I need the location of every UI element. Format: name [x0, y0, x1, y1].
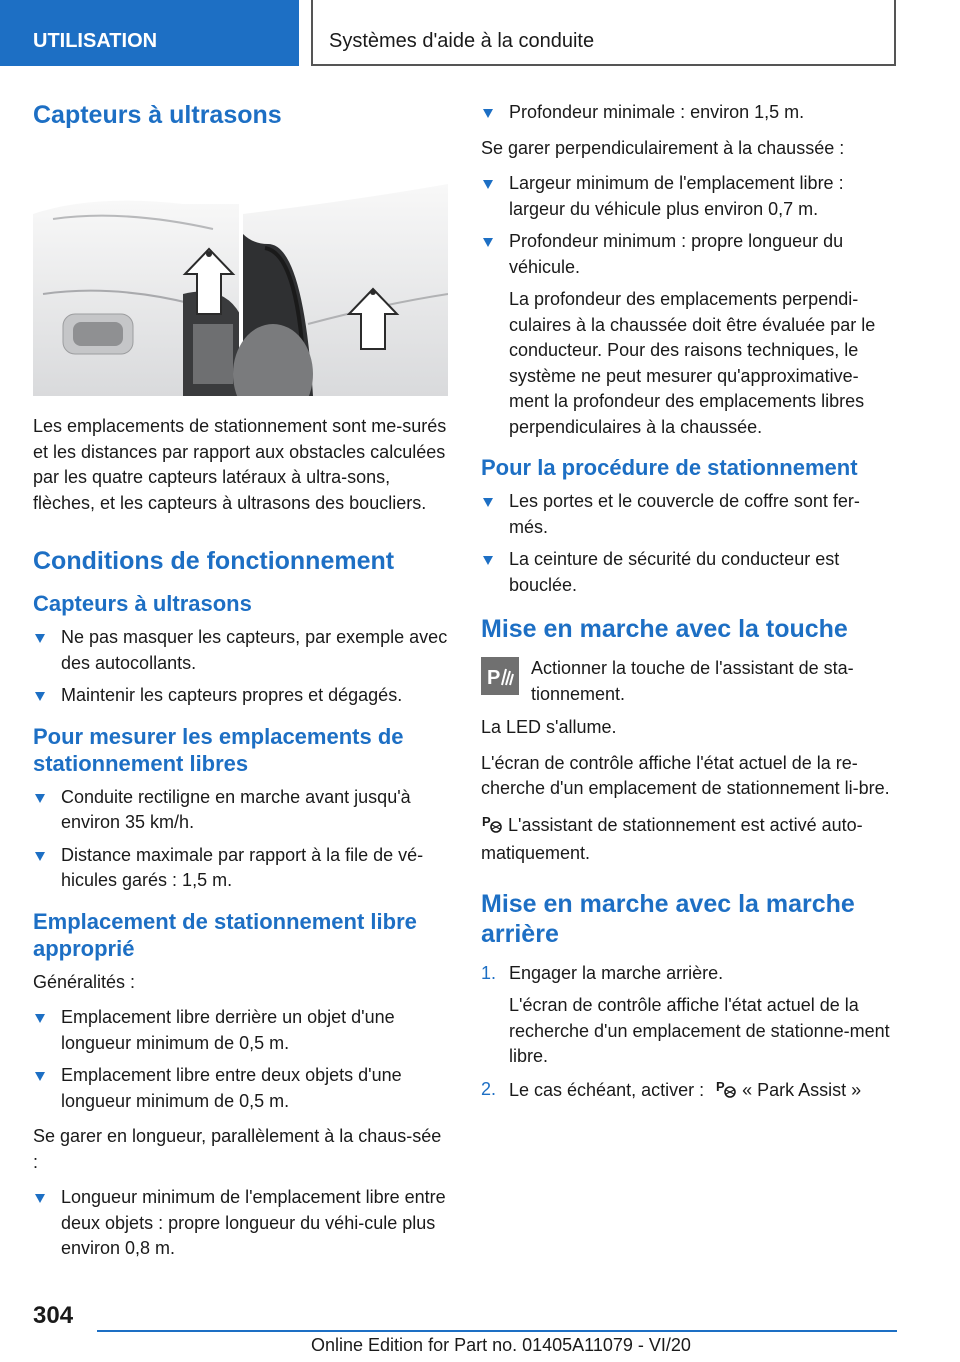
heading-emplacement: Emplacement de stationnement libre approprié: [33, 908, 417, 961]
perpendiculaire-list: [481, 171, 896, 440]
steps-list: [481, 961, 896, 1107]
perpendiculaire-label: Se garer perpendiculairement à la chaussée :: [481, 137, 845, 158]
triangle-down-icon: [483, 109, 493, 118]
list-item: Longueur minimum de l'emplacement libre entre deux objets : propre longueur du véhi-cule plus environ 0,8 m.: [33, 1185, 448, 1262]
header-section-tab: UTILISATION: [0, 0, 299, 66]
step-item: 2. Le cas échéant, activer : P « Park Assist »: [481, 1077, 896, 1107]
heading-touche: Mise en marche avec la touche: [481, 615, 848, 643]
left-column: [33, 100, 448, 1272]
list-item: Distance maximale par rapport à la file de vé-hicules garés : 1,5 m.: [33, 843, 448, 894]
list-item: Profondeur minimale : environ 1,5 m.: [481, 100, 896, 126]
triangle-down-icon: [35, 692, 45, 701]
header-chapter-title: Systèmes d'aide à la conduite: [311, 0, 896, 66]
heading-capteurs-ultrasons: Capteurs à ultrasons: [33, 101, 282, 129]
parallele-label: Se garer en longueur, parallèlement à la chaus-sée :: [33, 1126, 442, 1172]
list-item: Profondeur minimum : propre longueur du véhicule. La profondeur des emplacements perpendi-culaires à la chaussée doit être évaluée par le conducteur. Pour des raisons techniques, le système ne peut mesurer qu'approximative-ment la profondeur des emplacements libres perpendiculaires à la chaussée.: [481, 229, 896, 440]
list-item: Emplacement libre entre deux objets d'une longueur minimum de 0,5 m.: [33, 1063, 448, 1114]
touche-row: [481, 656, 896, 707]
triangle-down-icon: [35, 794, 45, 803]
svg-text:P: P: [716, 1078, 725, 1094]
footer-edition: Online Edition for Part no. 01405A11079 - VI/20: [311, 1335, 691, 1355]
step-item: 1. Engager la marche arrière. L'écran de contrôle affiche l'état actuel de la recherche d'un emplacement de stationne-ment libre.: [481, 962, 890, 1066]
sensor-location-illustration: [33, 174, 448, 396]
list-item: Largeur minimum de l'emplacement libre : largeur du véhicule plus environ 0,7 m.: [481, 171, 896, 222]
list-item: Ne pas masquer les capteurs, par exemple avec des autocollants.: [33, 625, 448, 676]
heading-marche-arriere: Mise en marche avec la marche arrière: [481, 889, 855, 948]
footer-rule: [97, 1330, 897, 1332]
list-item: La ceinture de sécurité du conducteur est bouclée.: [481, 547, 896, 598]
svg-text:P: P: [487, 667, 501, 689]
intro-paragraph: Les emplacements de stationnement sont me-surés et les distances par rapport aux obstacles calculées par les quatre capteurs latéraux à ultra-sons, flèches, et les capteurs à ultrasons des boucliers.: [33, 416, 447, 513]
park-assist-button-icon: [481, 657, 519, 695]
touche-text: Actionner la touche de l'assistant de sta-tionnement.: [531, 658, 854, 704]
generalites-label: Généralités :: [33, 971, 136, 992]
triangle-down-icon: [35, 1072, 45, 1081]
heading-mesure: Pour mesurer les emplacements de stationnement libres: [33, 723, 404, 776]
triangle-down-icon: [35, 1014, 45, 1023]
triangle-down-icon: [35, 1194, 45, 1203]
heading-conditions: Conditions de fonctionnement: [33, 547, 395, 575]
list-item: Les portes et le couvercle de coffre sont fer-més.: [481, 489, 896, 540]
ultrasons-list: [33, 625, 448, 709]
car-sensors-image: [33, 174, 448, 396]
list-item: Conduite rectiligne en marche avant jusqu'à environ 35 km/h.: [33, 785, 448, 836]
mesure-list: [33, 785, 448, 894]
perpendiculaire-note: La profondeur des emplacements perpendi-culaires à la chaussée doit être évaluée par le conducteur. Pour des raisons techniques, le système ne peut mesurer qu'approximative-ment la profondeur des emplacements libres perpendiculaires à la chaussée.: [509, 289, 876, 437]
triangle-down-icon: [483, 498, 493, 507]
page-number: 304: [33, 1302, 74, 1329]
right-column: [481, 100, 896, 1116]
heading-procedure: Pour la procédure de stationnement: [481, 455, 858, 480]
list-item: Emplacement libre derrière un objet d'une longueur minimum de 0,5 m.: [33, 1005, 448, 1056]
triangle-down-icon: [483, 238, 493, 247]
procedure-list: [481, 489, 896, 598]
list-item: Maintenir les capteurs propres et dégagés.: [33, 683, 448, 709]
svg-text:P: P: [482, 813, 491, 829]
triangle-down-icon: [35, 852, 45, 861]
triangle-down-icon: [35, 634, 45, 643]
emplacement-list: [33, 1005, 448, 1114]
profondeur-list: [481, 100, 896, 126]
park-assist-symbol-icon: [481, 812, 503, 842]
active-text: P L'assistant de stationnement est activé auto-matiquement.: [481, 813, 863, 863]
led-text: La LED s'allume.: [481, 717, 617, 737]
triangle-down-icon: [483, 556, 493, 565]
triangle-down-icon: [483, 180, 493, 189]
parallele-list: [33, 1185, 448, 1262]
heading-capteurs-ultrasons-sub: Capteurs à ultrasons: [33, 591, 252, 616]
ecran-text: L'écran de contrôle affiche l'état actuel de la re-cherche d'un emplacement de stationnement li-bre.: [481, 752, 890, 798]
park-assist-symbol-icon: [715, 1077, 737, 1107]
